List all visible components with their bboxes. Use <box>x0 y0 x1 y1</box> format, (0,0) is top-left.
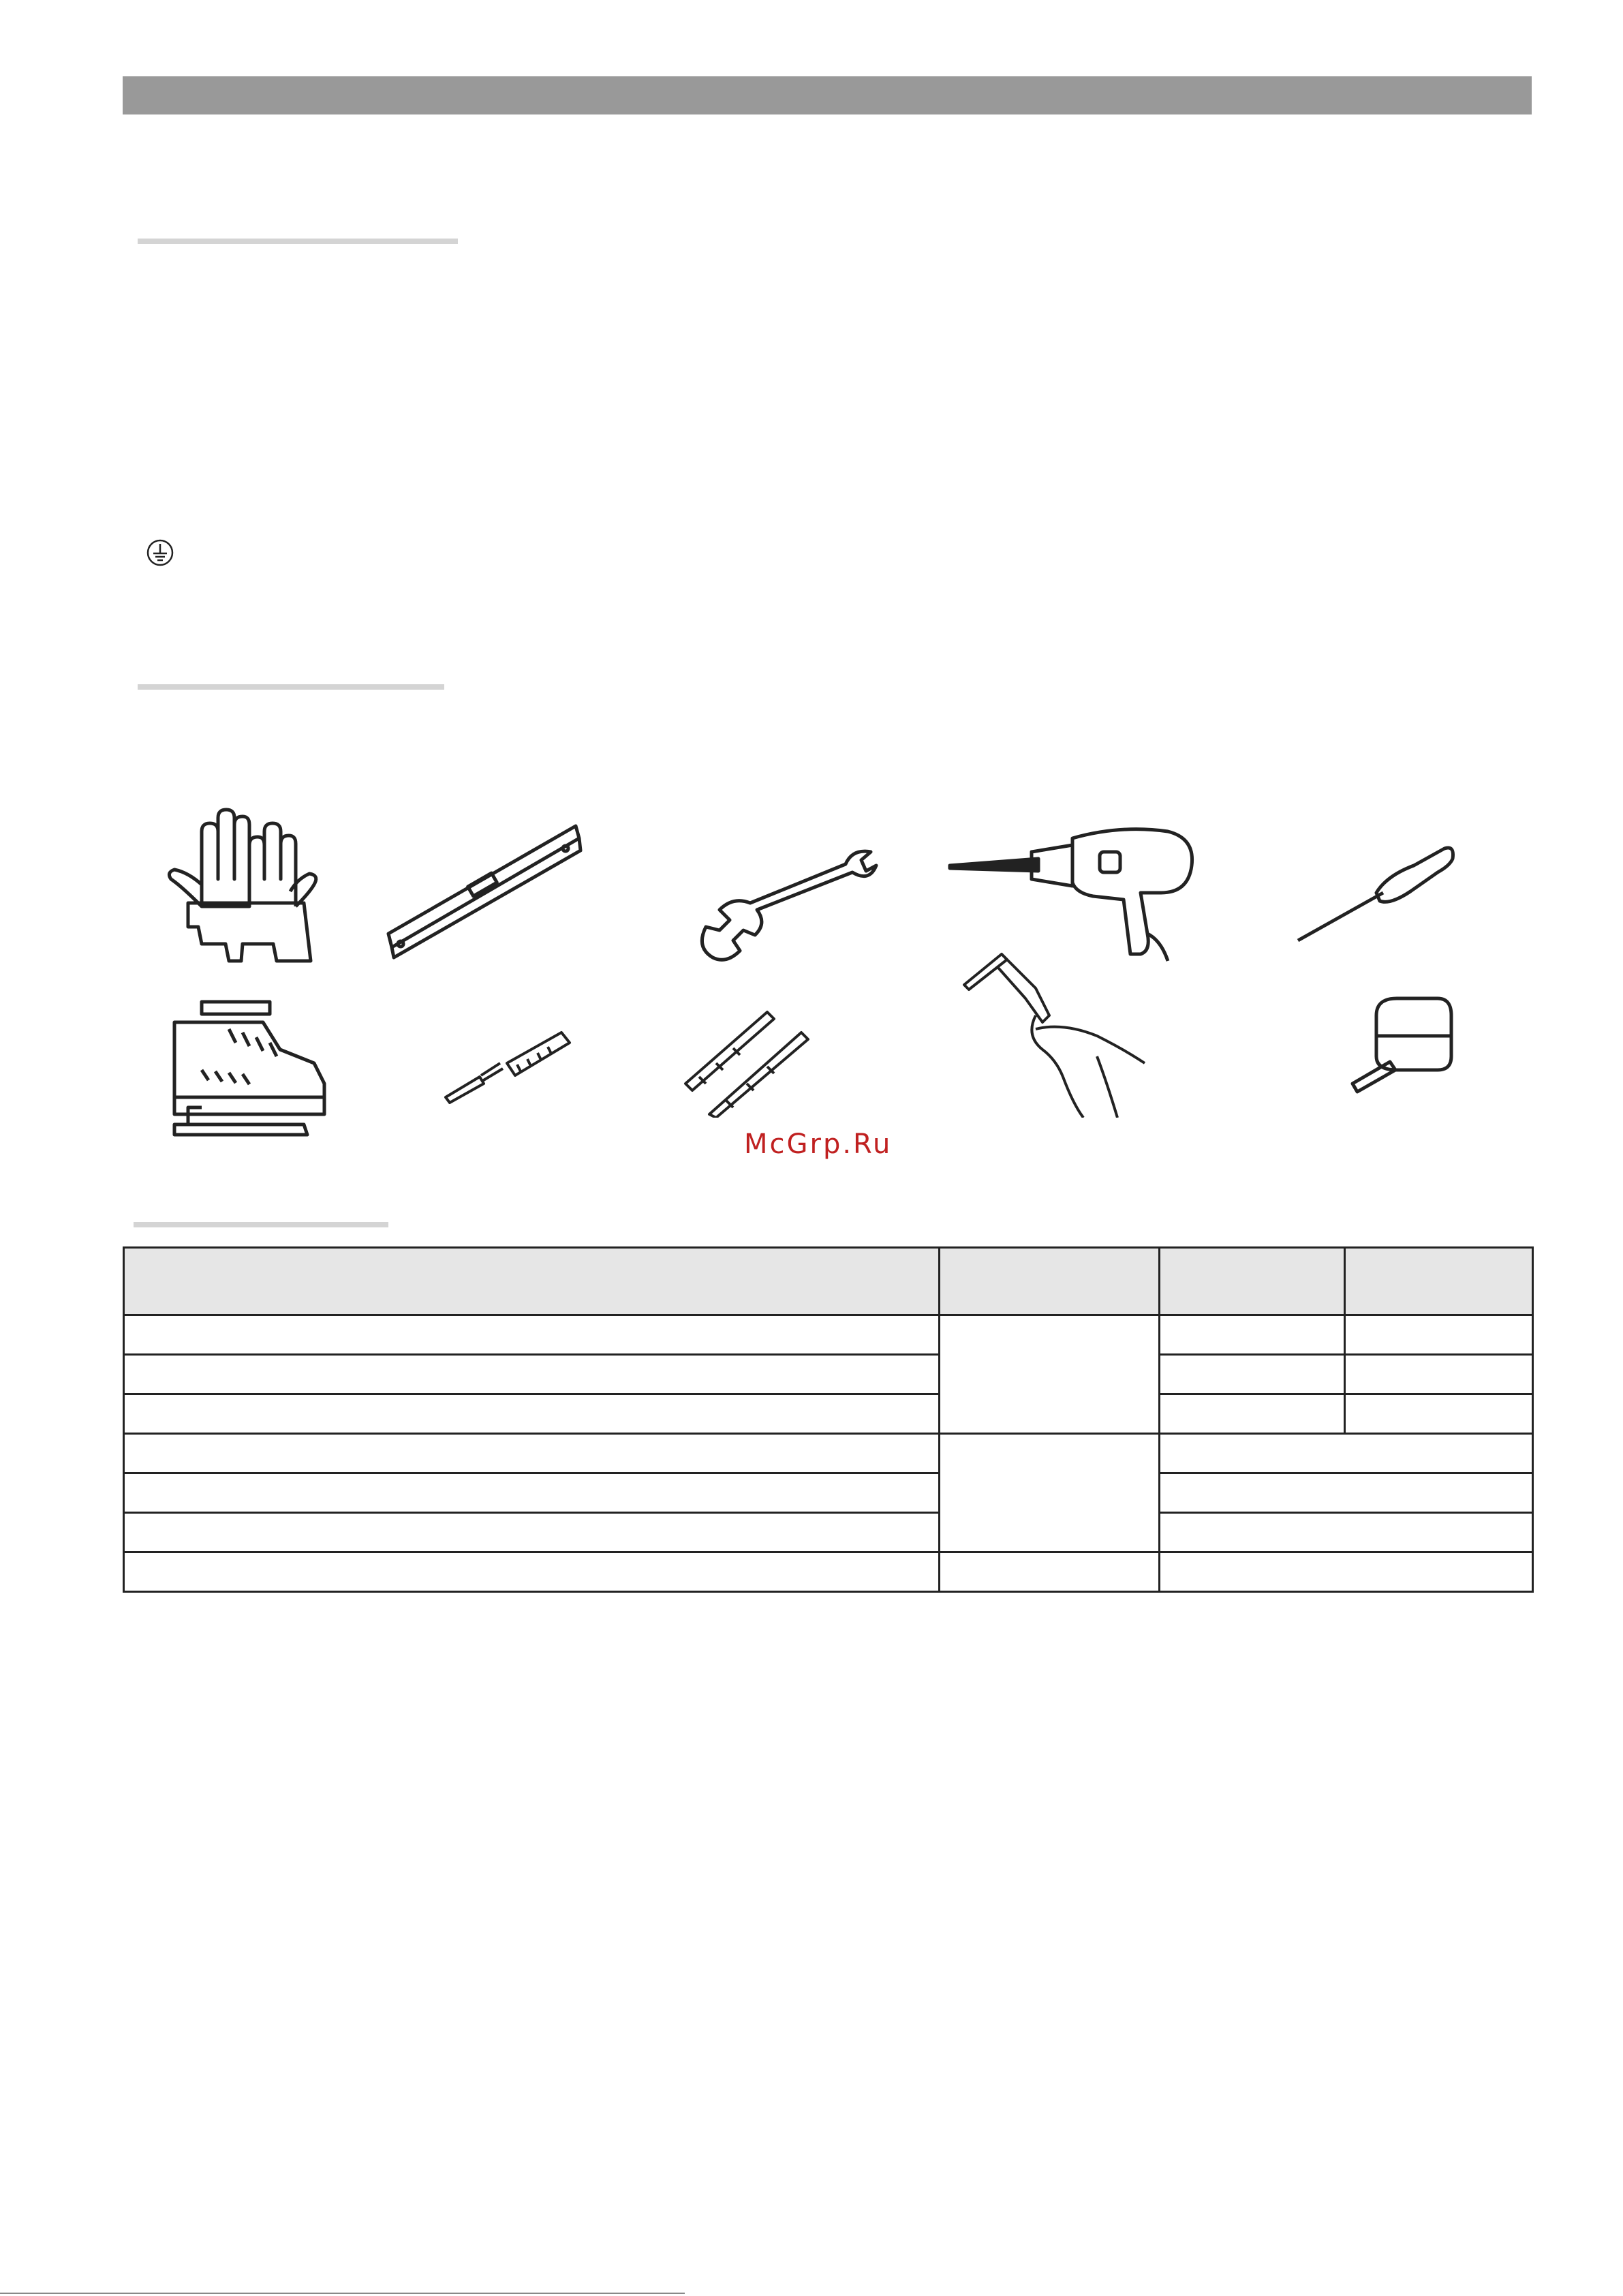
table-cell <box>1345 1315 1533 1355</box>
drill-icon <box>943 818 1202 968</box>
table-cell <box>940 1315 1160 1434</box>
table-cell <box>1160 1315 1345 1355</box>
table-cell <box>1345 1355 1533 1394</box>
watermark-text: McGrp.Ru <box>744 1129 893 1160</box>
safety-boots-icon <box>161 995 338 1145</box>
table-cell <box>124 1315 940 1355</box>
section-rule <box>134 1222 388 1227</box>
table-cell <box>1160 1394 1345 1434</box>
table-cell <box>940 1552 1160 1592</box>
table-row <box>124 1355 1533 1394</box>
table-cell <box>1160 1434 1533 1473</box>
table-cell <box>124 1434 940 1473</box>
welding-torch-icon <box>961 947 1151 1118</box>
wrench-icon <box>692 845 883 968</box>
table-cell <box>124 1513 940 1552</box>
specification-table <box>123 1246 1534 1593</box>
table-cell <box>1160 1473 1533 1513</box>
tape-measure-icon <box>1349 988 1458 1097</box>
section-rule <box>138 239 458 244</box>
table-cell <box>1160 1552 1533 1592</box>
table-header-cell <box>1345 1248 1533 1315</box>
table-header-cell <box>1160 1248 1345 1315</box>
table-cell <box>124 1552 940 1592</box>
table-cell <box>124 1394 940 1434</box>
table-header-row <box>124 1248 1533 1315</box>
spirit-level-icon <box>382 818 586 968</box>
drill-bits-icon <box>679 1009 815 1118</box>
gloves-icon <box>161 804 324 968</box>
table-row <box>124 1394 1533 1434</box>
table-row <box>124 1315 1533 1355</box>
table-row <box>124 1552 1533 1592</box>
table-row <box>124 1513 1533 1552</box>
table-row <box>124 1434 1533 1473</box>
page-header-bar <box>123 76 1532 114</box>
table-header-cell <box>940 1248 1160 1315</box>
screwdriver-icon <box>1295 838 1458 947</box>
table-row <box>124 1473 1533 1513</box>
wall-plug-screw-icon <box>439 1022 575 1104</box>
table-cell <box>1160 1513 1533 1552</box>
table-cell <box>124 1355 940 1394</box>
footer-rule <box>0 2293 685 2294</box>
table-cell <box>1345 1394 1533 1434</box>
earth-ground-icon <box>146 538 174 567</box>
table-cell <box>124 1473 940 1513</box>
table-cell <box>940 1434 1160 1552</box>
table-cell <box>1160 1355 1345 1394</box>
table-header-cell <box>124 1248 940 1315</box>
section-rule <box>138 684 444 690</box>
